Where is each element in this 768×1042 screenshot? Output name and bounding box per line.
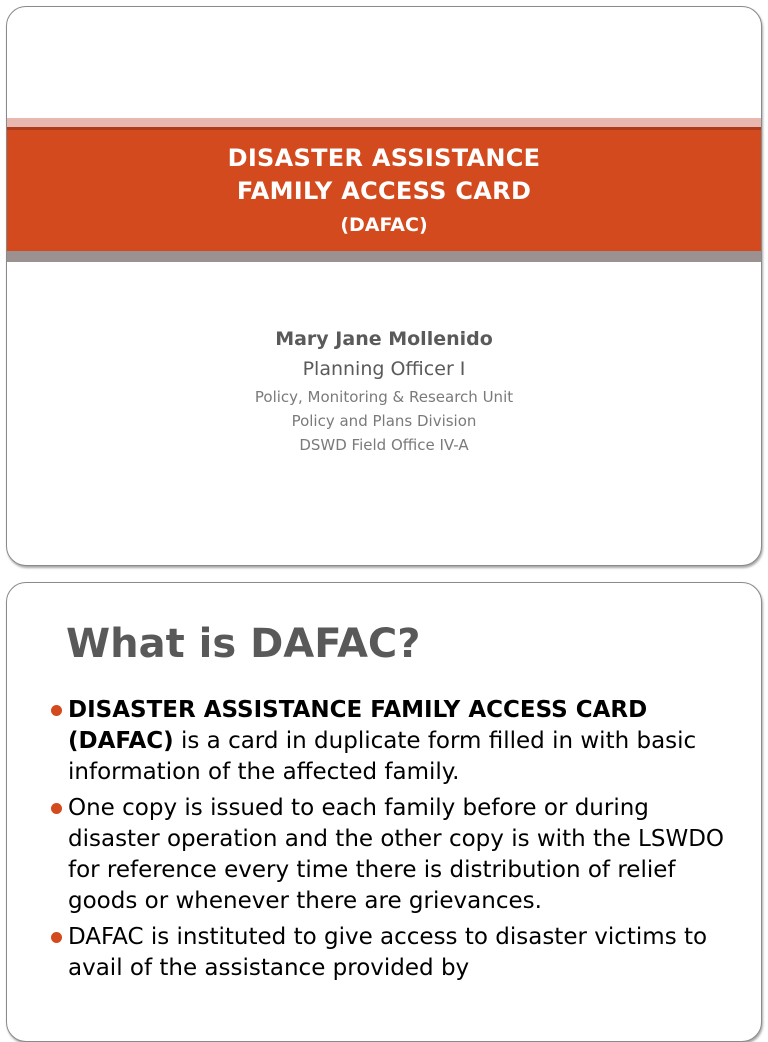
presenter-division: Policy and Plans Division xyxy=(291,412,477,430)
content-slide xyxy=(6,582,762,1042)
bullet-text: One copy is issued to each family before or during disaster operation and the other copy is with the LSWDO for reference every time there is distribution of relief goods or whenever there are grievances. xyxy=(68,795,725,914)
presenter-unit: Policy, Monitoring & Research Unit xyxy=(254,388,514,406)
bullet-dot-icon xyxy=(51,932,62,943)
bullet-text: is a card in duplicate form filled in with basic information of the affected family. xyxy=(68,728,697,785)
bullet-bold-text: DISASTER ASSISTANCE FAMILY ACCESS CARD (DAFAC) xyxy=(68,697,648,754)
title-line-3: (DAFAC) xyxy=(340,213,428,236)
list-item xyxy=(21,695,741,788)
title-slide xyxy=(6,6,762,566)
presenter-block xyxy=(7,325,761,457)
presenter-role: Planning Officer I xyxy=(302,358,466,380)
title-line-1: DISASTER ASSISTANCE xyxy=(227,143,541,172)
list-item xyxy=(21,793,741,917)
title-line-2: FAMILY ACCESS CARD xyxy=(236,176,532,205)
presenter-name: Mary Jane Mollenido xyxy=(275,328,493,350)
title-band xyxy=(7,130,761,251)
presenter-office: DSWD Field Office IV-A xyxy=(299,436,469,454)
title-band-bottom-stripe xyxy=(7,251,761,262)
bullet-list xyxy=(21,695,741,989)
bullet-text: DAFAC is instituted to give access to disaster victims to avail of the assistance provided by xyxy=(68,924,708,981)
bullet-dot-icon xyxy=(51,705,62,716)
list-item xyxy=(21,922,741,984)
bullet-dot-icon xyxy=(51,803,62,814)
slide-heading: What is DAFAC? xyxy=(66,621,421,667)
title-band-top-stripe xyxy=(7,118,761,127)
